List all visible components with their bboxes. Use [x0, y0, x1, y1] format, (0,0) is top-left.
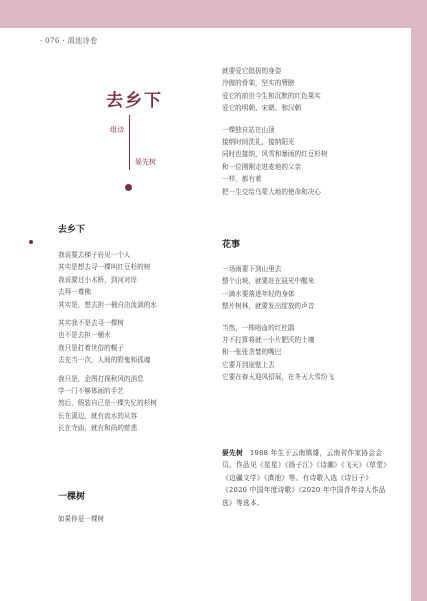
poem-line: 同时也接纳，风雪和暴雨的红豆杉树 [222, 150, 328, 159]
poem-title: 去乡下 [106, 91, 163, 111]
margin-dot [29, 240, 33, 244]
left-poem-text [58, 249, 157, 434]
poem-line: 去拜一尊佛 [58, 288, 91, 297]
poem-line: 然后，假装自己是一棵失忆的杉树 [58, 399, 157, 408]
section-title-qu-xiang-xia: 去乡下 [58, 225, 86, 235]
poem-line: 其实是，想去担一桶自由流淌的水 [58, 300, 157, 309]
poem-line: 我只是，企图打探秋风的消息 [58, 374, 144, 383]
poem-line: 爱它的明朝、宋朝、和汉朝 [222, 104, 302, 113]
page-header: · 076 · 滇池诗卷 [40, 36, 98, 45]
poem-line: 就要爱它挺拔的身姿 [222, 67, 282, 75]
poem-line: 爱它的前世今生和沉默的红色果实 [222, 91, 321, 100]
poem-line: 整个山坡，就要赶在晨光中醒来 [222, 277, 315, 286]
author-bio [222, 447, 392, 509]
title-divider [129, 115, 130, 170]
poem-line: 和一张张贪婪的嘴巴 [222, 348, 282, 357]
bio-name: 晏先树 [222, 449, 243, 457]
poem-line: 它要在春天迎风招展，在冬天大雪纷飞 [222, 373, 335, 382]
poem-line: 并不打算将就一小片肥沃的土壤 [222, 335, 315, 344]
section-title-yi-ke-shu: 一棵树 [58, 492, 86, 502]
poem-line: 也不是去担一桶水 [58, 331, 111, 340]
author-label: 晏先树 [135, 158, 156, 166]
poem-line: 长在寺庙，就有和尚的慈悲 [58, 424, 138, 433]
poem-line: 我说要过小木桥，到河对岸 [58, 275, 138, 284]
section-title-hua-shi: 花事 [222, 240, 241, 250]
poem-line: 如果你爱一棵树 [58, 515, 105, 523]
poem-line: 它要开到崖壁上去 [222, 360, 275, 369]
poem-line: 我说要去梯子岩见一个人 [58, 251, 131, 259]
bio-text: 1988 年生于云南镇雄，云南省作家协会会员。作品见《星星》《扬子江》《诗潮》《飞天》《草堂》《边疆文学》《滇池》等。有诗歌入选《诗日子》《2020 中国年度诗歌》《2020 年中国青年诗人作品选》等选本。 [222, 449, 391, 507]
poem-line: 其实是想去寻一棵叫红豆杉的树 [58, 263, 151, 272]
poem-line: 把一生交给乌蒙大地的使命和决心 [222, 187, 321, 196]
poem-line: 接纳时间洗礼，接纳阳光 [222, 137, 295, 146]
poem-line: 一棵独自站在山顶 [222, 125, 275, 134]
left-poem-tail [58, 513, 104, 525]
group-label: 组诗 [110, 126, 124, 134]
poem-line: 冷傲的骨架，坚实的臂膀 [222, 79, 295, 88]
poem-line: 一样，都有着 [222, 175, 262, 184]
poem-line: 一场雨要下到山里去 [222, 265, 282, 273]
decorative-dot [125, 184, 132, 191]
poem-line: 和一位刚刚走进麦地的父亲 [222, 162, 302, 171]
right-poem-text-2 [222, 263, 334, 384]
poem-line: 去充当一次，人间的野鬼和孤魂 [58, 356, 151, 365]
right-poem-text [222, 65, 328, 198]
poem-line: 长在溪边，就有流水的从容 [58, 411, 138, 420]
poem-line: 学一门不够体面的手艺 [58, 386, 124, 395]
top-band [0, 0, 427, 28]
poem-line: 当然，一株咯血的红杜鹃 [222, 323, 295, 332]
poem-line: 其实我不是去寻一棵树 [58, 318, 124, 327]
poem-line: 整片树林，就要发出绽放的声音 [222, 302, 315, 311]
poem-line: 我只是打着世俗的幌子 [58, 343, 124, 352]
poem-line: 一滴水要落进年轻的身体 [222, 289, 295, 298]
